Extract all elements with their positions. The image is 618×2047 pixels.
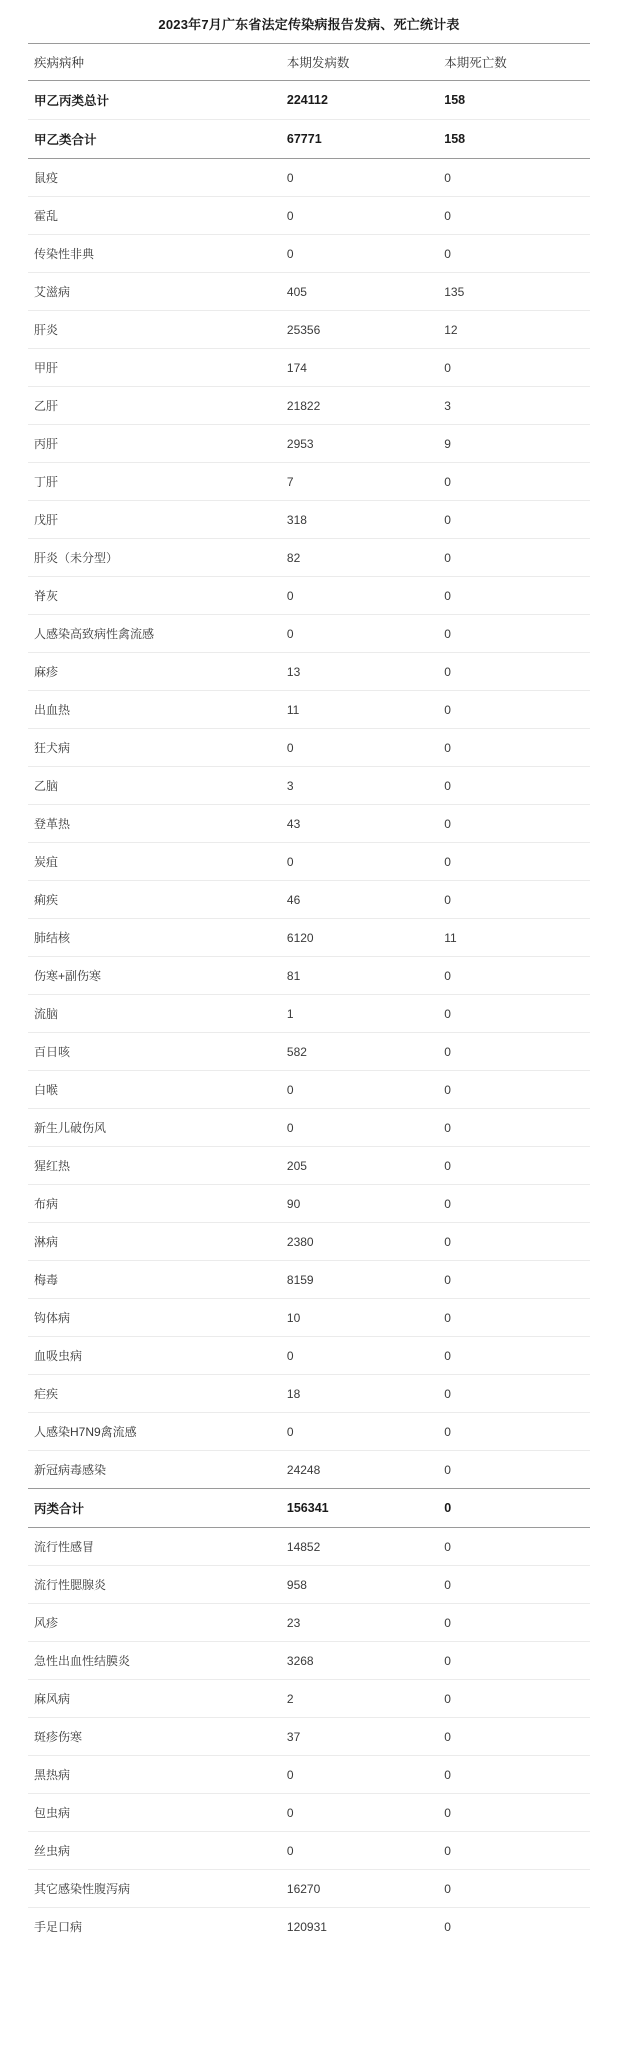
cell-death-count: 0 [438,1033,590,1071]
cell-disease-name: 疟疾 [28,1375,281,1413]
cell-disease-name: 斑疹伤寒 [28,1718,281,1756]
cell-disease-name: 甲乙类合计 [28,120,281,159]
cell-death-count: 0 [438,843,590,881]
cell-case-count: 205 [281,1147,438,1185]
cell-case-count: 46 [281,881,438,919]
cell-disease-name: 肝炎（未分型） [28,539,281,577]
cell-case-count: 3268 [281,1642,438,1680]
cell-death-count: 0 [438,1109,590,1147]
table-row [28,463,590,501]
cell-death-count: 0 [438,1794,590,1832]
cell-disease-name: 淋病 [28,1223,281,1261]
cell-case-count: 3 [281,767,438,805]
cell-case-count: 2380 [281,1223,438,1261]
table-row [28,729,590,767]
table-row [28,1528,590,1566]
cell-death-count: 0 [438,197,590,235]
table-row [28,767,590,805]
table-row [28,81,590,120]
cell-death-count: 0 [438,1832,590,1870]
cell-case-count: 0 [281,197,438,235]
table-row [28,843,590,881]
cell-death-count: 0 [438,1337,590,1375]
cell-disease-name: 乙肝 [28,387,281,425]
cell-death-count: 0 [438,1642,590,1680]
cell-case-count: 25356 [281,311,438,349]
cell-case-count: 0 [281,235,438,273]
cell-case-count: 23 [281,1604,438,1642]
table-row [28,273,590,311]
cell-death-count: 0 [438,501,590,539]
cell-death-count: 0 [438,1489,590,1528]
cell-case-count: 174 [281,349,438,387]
cell-death-count: 0 [438,1413,590,1451]
table-row [28,235,590,273]
cell-disease-name: 登革热 [28,805,281,843]
infectious-disease-stat-table [28,43,590,1946]
cell-death-count: 0 [438,1680,590,1718]
cell-case-count: 0 [281,1413,438,1451]
cell-disease-name: 出血热 [28,691,281,729]
cell-case-count: 0 [281,1756,438,1794]
table-header [28,44,590,81]
cell-disease-name: 乙脑 [28,767,281,805]
cell-disease-name: 丙肝 [28,425,281,463]
cell-case-count: 8159 [281,1261,438,1299]
cell-disease-name: 丝虫病 [28,1832,281,1870]
table-row [28,1337,590,1375]
cell-case-count: 582 [281,1033,438,1071]
cell-disease-name: 甲肝 [28,349,281,387]
cell-death-count: 12 [438,311,590,349]
table-row [28,1908,590,1946]
cell-death-count: 0 [438,1147,590,1185]
cell-case-count: 0 [281,159,438,197]
cell-case-count: 90 [281,1185,438,1223]
cell-disease-name: 梅毒 [28,1261,281,1299]
cell-death-count: 0 [438,463,590,501]
cell-disease-name: 手足口病 [28,1908,281,1946]
cell-death-count: 0 [438,159,590,197]
cell-case-count: 156341 [281,1489,438,1528]
cell-disease-name: 肺结核 [28,919,281,957]
cell-disease-name: 流行性腮腺炎 [28,1566,281,1604]
cell-disease-name: 麻疹 [28,653,281,691]
cell-case-count: 0 [281,1832,438,1870]
table-body [28,81,590,1946]
table-row [28,1718,590,1756]
cell-case-count: 0 [281,615,438,653]
cell-case-count: 0 [281,729,438,767]
cell-death-count: 0 [438,767,590,805]
cell-death-count: 0 [438,957,590,995]
cell-death-count: 0 [438,577,590,615]
cell-case-count: 24248 [281,1451,438,1489]
cell-case-count: 37 [281,1718,438,1756]
cell-disease-name: 流行性感冒 [28,1528,281,1566]
table-row [28,1413,590,1451]
table-row [28,159,590,197]
cell-disease-name: 白喉 [28,1071,281,1109]
table-row [28,501,590,539]
cell-death-count: 9 [438,425,590,463]
cell-death-count: 0 [438,1566,590,1604]
cell-disease-name: 布病 [28,1185,281,1223]
cell-case-count: 120931 [281,1908,438,1946]
cell-disease-name: 百日咳 [28,1033,281,1071]
cell-death-count: 0 [438,615,590,653]
cell-case-count: 16270 [281,1870,438,1908]
cell-case-count: 0 [281,1109,438,1147]
table-row [28,691,590,729]
cell-death-count: 158 [438,81,590,120]
table-row [28,1756,590,1794]
table-row [28,1566,590,1604]
table-row [28,197,590,235]
table-row [28,1642,590,1680]
table-row [28,1109,590,1147]
cell-death-count: 0 [438,539,590,577]
cell-disease-name: 人感染H7N9禽流感 [28,1413,281,1451]
cell-death-count: 0 [438,1604,590,1642]
cell-death-count: 0 [438,1718,590,1756]
cell-death-count: 0 [438,1870,590,1908]
cell-disease-name: 其它感染性腹泻病 [28,1870,281,1908]
cell-death-count: 3 [438,387,590,425]
page-title: 2023年7月广东省法定传染病报告发病、死亡统计表 [158,17,460,32]
cell-case-count: 0 [281,577,438,615]
cell-disease-name: 风疹 [28,1604,281,1642]
cell-case-count: 1 [281,995,438,1033]
cell-death-count: 11 [438,919,590,957]
cell-disease-name: 狂犬病 [28,729,281,767]
cell-disease-name: 丁肝 [28,463,281,501]
table-row [28,1223,590,1261]
cell-disease-name: 钩体病 [28,1299,281,1337]
table-row [28,615,590,653]
cell-death-count: 0 [438,1185,590,1223]
table-row [28,577,590,615]
cell-disease-name: 鼠疫 [28,159,281,197]
table-row [28,653,590,691]
cell-case-count: 14852 [281,1528,438,1566]
cell-case-count: 405 [281,273,438,311]
cell-case-count: 18 [281,1375,438,1413]
table-row [28,1185,590,1223]
cell-death-count: 135 [438,273,590,311]
cell-disease-name: 肝炎 [28,311,281,349]
cell-disease-name: 人感染高致病性禽流感 [28,615,281,653]
cell-disease-name: 传染性非典 [28,235,281,273]
cell-disease-name: 包虫病 [28,1794,281,1832]
cell-death-count: 0 [438,805,590,843]
cell-case-count: 0 [281,843,438,881]
table-row [28,425,590,463]
cell-case-count: 224112 [281,81,438,120]
table-row [28,919,590,957]
cell-death-count: 0 [438,1299,590,1337]
cell-death-count: 0 [438,349,590,387]
table-row [28,1680,590,1718]
cell-case-count: 318 [281,501,438,539]
cell-disease-name: 脊灰 [28,577,281,615]
cell-case-count: 10 [281,1299,438,1337]
cell-case-count: 0 [281,1337,438,1375]
cell-disease-name: 伤寒+副伤寒 [28,957,281,995]
column-header-disease: 疾病病种 [28,44,281,81]
table-row [28,539,590,577]
cell-death-count: 0 [438,995,590,1033]
table-row [28,1832,590,1870]
cell-disease-name: 新冠病毒感染 [28,1451,281,1489]
table-row [28,311,590,349]
cell-disease-name: 猩红热 [28,1147,281,1185]
cell-death-count: 0 [438,235,590,273]
cell-case-count: 82 [281,539,438,577]
cell-death-count: 0 [438,881,590,919]
cell-disease-name: 艾滋病 [28,273,281,311]
cell-case-count: 0 [281,1794,438,1832]
table-row [28,995,590,1033]
cell-death-count: 0 [438,1756,590,1794]
cell-disease-name: 血吸虫病 [28,1337,281,1375]
cell-disease-name: 新生儿破伤风 [28,1109,281,1147]
cell-case-count: 21822 [281,387,438,425]
table-row [28,881,590,919]
column-header-cases: 本期发病数 [281,44,438,81]
table-header-row [28,44,590,81]
cell-disease-name: 甲乙丙类总计 [28,81,281,120]
cell-case-count: 958 [281,1566,438,1604]
cell-death-count: 0 [438,1071,590,1109]
table-row [28,349,590,387]
table-row [28,805,590,843]
cell-case-count: 81 [281,957,438,995]
cell-case-count: 67771 [281,120,438,159]
cell-death-count: 0 [438,1223,590,1261]
table-row [28,1794,590,1832]
cell-case-count: 13 [281,653,438,691]
table-row [28,1299,590,1337]
column-header-deaths: 本期死亡数 [438,44,590,81]
cell-death-count: 158 [438,120,590,159]
table-row [28,1147,590,1185]
table-row [28,1489,590,1528]
cell-death-count: 0 [438,1451,590,1489]
table-row [28,1604,590,1642]
cell-death-count: 0 [438,1908,590,1946]
cell-case-count: 2 [281,1680,438,1718]
cell-case-count: 11 [281,691,438,729]
cell-disease-name: 麻风病 [28,1680,281,1718]
cell-death-count: 0 [438,653,590,691]
table-row [28,1261,590,1299]
cell-disease-name: 丙类合计 [28,1489,281,1528]
table-row [28,1451,590,1489]
cell-case-count: 2953 [281,425,438,463]
cell-disease-name: 痢疾 [28,881,281,919]
cell-case-count: 0 [281,1071,438,1109]
cell-case-count: 6120 [281,919,438,957]
table-row [28,1375,590,1413]
cell-death-count: 0 [438,691,590,729]
table-row [28,120,590,159]
cell-death-count: 0 [438,729,590,767]
cell-death-count: 0 [438,1528,590,1566]
cell-death-count: 0 [438,1375,590,1413]
table-row [28,957,590,995]
cell-disease-name: 霍乱 [28,197,281,235]
cell-case-count: 7 [281,463,438,501]
table-row [28,1033,590,1071]
cell-disease-name: 急性出血性结膜炎 [28,1642,281,1680]
table-row [28,387,590,425]
cell-disease-name: 黑热病 [28,1756,281,1794]
cell-death-count: 0 [438,1261,590,1299]
cell-disease-name: 流脑 [28,995,281,1033]
table-row [28,1870,590,1908]
table-row [28,1071,590,1109]
cell-case-count: 43 [281,805,438,843]
cell-disease-name: 炭疽 [28,843,281,881]
cell-disease-name: 戊肝 [28,501,281,539]
